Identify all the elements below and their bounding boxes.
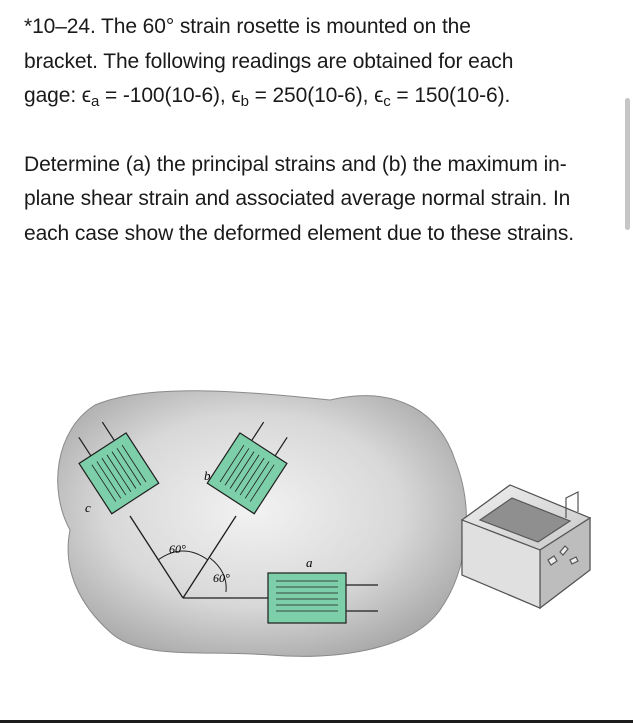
subscript-c: c bbox=[383, 93, 391, 110]
strain-rosette-figure bbox=[0, 370, 633, 670]
gage-label-b: b bbox=[204, 468, 211, 483]
subscript-a: a bbox=[90, 93, 100, 110]
reading-a bbox=[81, 84, 232, 110]
reading-b bbox=[231, 84, 375, 110]
epsilon-symbol: ϵ bbox=[231, 84, 241, 107]
reading-b-value: = 250(10-6), bbox=[248, 84, 375, 107]
gage-label-c: c bbox=[85, 500, 91, 515]
scrollbar[interactable] bbox=[625, 98, 630, 230]
reading-a-value: = -100(10-6), bbox=[99, 84, 232, 107]
epsilon-symbol: ϵ bbox=[81, 84, 91, 107]
subscript-b: b bbox=[240, 93, 249, 110]
gage-label-a: a bbox=[306, 555, 313, 570]
angle-label-1: 60° bbox=[169, 542, 186, 556]
problem-line-1: *10–24. The 60° strain rosette is mounted on the bbox=[24, 15, 471, 38]
gage-prefix: gage: bbox=[24, 84, 82, 107]
problem-line-2: bracket. The following readings are obtained for each bbox=[24, 49, 514, 73]
problem-text bbox=[24, 10, 604, 251]
epsilon-symbol: ϵ bbox=[374, 84, 384, 107]
reading-c-value: = 150(10-6). bbox=[390, 84, 511, 107]
problem-question: Determine (a) the principal strains and (b) the maximum in-plane shear strain and associated average normal strain. In each case show the deformed element due to these strains. bbox=[24, 152, 574, 245]
angle-label-2: 60° bbox=[213, 571, 230, 585]
reading-c bbox=[374, 84, 511, 110]
bracket-sketch bbox=[462, 485, 590, 608]
bracket-surface bbox=[58, 391, 467, 657]
problem-statement bbox=[24, 10, 604, 114]
